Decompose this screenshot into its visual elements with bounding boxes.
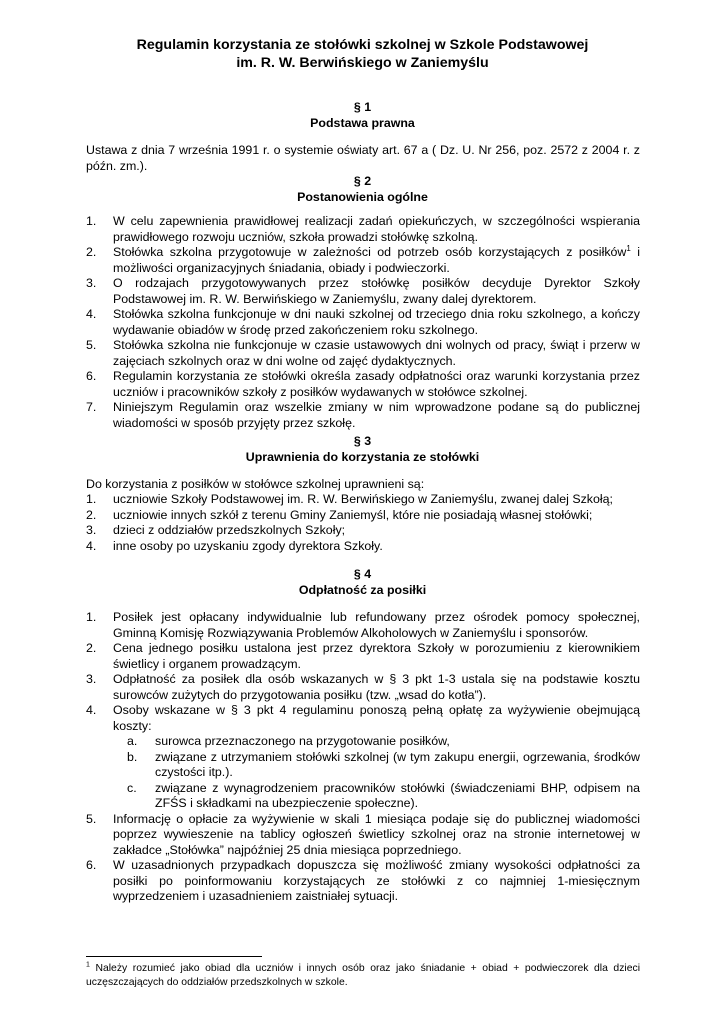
section-3-intro: Do korzystania z posiłków w stołówce szkolnej uprawnieni są:	[86, 477, 425, 491]
sub-list-item: c. związane z wynagrodzeniem pracowników stołówki (świadczeniami BHP, odpisem na ZFŚS i składkami na ubezpieczenie społeczne).	[127, 780, 640, 810]
section-4-number: § 4	[353, 567, 372, 581]
sub-list-item: a. surowca przeznaczonego na przygotowanie posiłków,	[127, 734, 450, 748]
list-item: 6. Regulamin korzystania ze stołówki określa zasady odpłatności oraz warunki korzystania przez uczniów i pracowników szkoły z posiłków wydawanych w stołówce szkolnej.	[86, 369, 640, 399]
section-1-heading	[0, 99, 725, 131]
list-item: 2. uczniowie innych szkół z terenu Gminy Zaniemyśl, które nie posiadają własnej stołówki;	[86, 507, 593, 522]
footnote-mark: 1	[86, 961, 90, 969]
footnote-text: Należy rozumieć jako obiad dla uczniów i innych osób oraz jako śniadanie + obiad + podwieczorek dla dzieci uczęszczających do oddziałów przedszkolnych w szkole.	[86, 963, 640, 988]
list-item: 2. Cena jednego posiłku ustalona jest przez dyrektora Szkoły w porozumieniu z kierownikiem świetlicy i organem prowadzącym.	[86, 641, 640, 671]
list-item: 6. W uzasadnionych przypadkach dopuszcza się możliwość zmiany wysokości odpłatności za posiłki po poinformowaniu korzystających ze stołówki z co najmniej 1-miesięcznym wyprzedzeniem i uzasadnieniem zaistniałej sytuacji.	[86, 858, 640, 903]
section-4-list	[86, 610, 640, 905]
title-line-1: Regulamin korzystania ze stołówki szkolnej w Szkole Podstawowej	[136, 37, 589, 53]
section-2-list	[86, 214, 640, 431]
list-item: 1. uczniowie Szkoły Podstawowej im. R. W. Berwińskiego w Zaniemyślu, zwanej dalej Szkołą;	[86, 492, 613, 506]
section-3-title: Uprawnienia do korzystania ze stołówki	[245, 450, 480, 464]
section-3-number: § 3	[353, 434, 372, 448]
section-1-title: Podstawa prawna	[310, 116, 415, 130]
list-item: 5. Stołówka szkolna nie funkcjonuje w czasie ustawowych dni wolnych od pracy, świąt i przerw w zajęciach szkolnych oraz w dni wolne od zajęć dydaktycznych.	[86, 338, 640, 368]
section-3-list	[86, 492, 640, 554]
section-3-heading	[0, 433, 725, 465]
list-item: 3. O rodzajach przygotowywanych przez stołówkę posiłków decyduje Dyrektor Szkoły Podstawowej im. R. W. Berwińskiego w Zaniemyślu, zwany dalej dyrektorem.	[86, 276, 640, 306]
list-item: 4. Stołówka szkolna funkcjonuje w dni nauki szkolnej od trzeciego dnia roku szkolnego, a kończy wydawanie obiadów w środę przed zakończeniem roku szkolnego.	[86, 307, 640, 337]
footnote-separator	[86, 956, 262, 957]
list-item: 4. Osoby wskazane w § 3 pkt 4 regulaminu ponoszą pełną opłatę za wyżywienie obejmującą koszty: a. surowca przeznaczonego na przygotowanie posiłków, b. związane z utrzymaniem stołówki szkolnej (w tym zakupu energii, ogrzewania, środków czystości itp.). c. związane z wynagrodzeniem pracowników stołówki (świadczeniami BHP, odpisem na ZFŚS i składkami na ubezpieczenie społeczne).	[86, 703, 640, 810]
list-item: 5. Informację o opłacie za wyżywienie w skali 1 miesiąca podaje się do publicznej wiadomości poprzez wywieszenie na tablicy ogłoszeń świetlicy szkolnej oraz na stronie internetowej w zakładce „Stołówka” najpóźniej 25 dnia miesiąca poprzedniego.	[86, 811, 640, 857]
document-title	[0, 36, 725, 72]
section-1-text: Ustawa z dnia 7 września 1991 r. o systemie oświaty art. 67 a ( Dz. U. Nr 256, poz. 2572 z 2004 r. z późn. zm.).	[86, 143, 640, 173]
list-item: 3. dzieci z oddziałów przedszkolnych Szkoły;	[86, 523, 346, 537]
section-4-sublist	[113, 734, 640, 812]
section-2-number: § 2	[353, 174, 372, 188]
list-item: 7. Niniejszym Regulamin oraz wszelkie zmiany w nim wprowadzone podane są do publicznej wiadomości w sposób przyjęty przez szkołę.	[86, 400, 640, 430]
section-2-title: Postanowienia ogólne	[297, 190, 428, 204]
title-line-2: im. R. W. Berwińskiego w Zaniemyślu	[236, 55, 489, 71]
section-4-heading	[0, 566, 725, 598]
footnote-reference[interactable]: 1	[626, 243, 631, 253]
sub-list-item: b. związane z utrzymaniem stołówki szkolnej (w tym zakupu energii, ogrzewania, środków czystości itp.).	[127, 749, 640, 779]
section-1-number: § 1	[353, 100, 372, 114]
footnote	[86, 962, 640, 990]
list-item: 4. inne osoby po uzyskaniu zgody dyrektora Szkoły.	[86, 538, 383, 553]
list-item: 1. Posiłek jest opłacany indywidualnie lub refundowany przez ośrodek pomocy społecznej, Gminną Komisję Rozwiązywania Problemów Alkoholowych w Zaniemyślu i sponsorów.	[86, 610, 640, 640]
list-item: 3. Odpłatność za posiłek dla osób wskazanych w § 3 pkt 1-3 ustala się na podstawie kosztu surowców zużytych do przygotowania posiłku (tzw. „wsad do kotła”).	[86, 672, 640, 702]
list-item: 2. Stołówka szkolna przygotowuje w zależności od potrzeb osób korzystających z posiłków$^1$ i możliwości organizacyjnych śniadania, obiady i podwieczorki.	[86, 243, 640, 275]
section-2-heading	[0, 173, 725, 205]
list-item: 1. W celu zapewnienia prawidłowej realizacji zadań opiekuńczych, w szczególności wspierania prawidłowego rozwoju uczniów, szkoła prowadzi stołówkę szkolną.	[86, 214, 640, 244]
section-4-title: Odpłatność za posiłki	[298, 583, 427, 597]
